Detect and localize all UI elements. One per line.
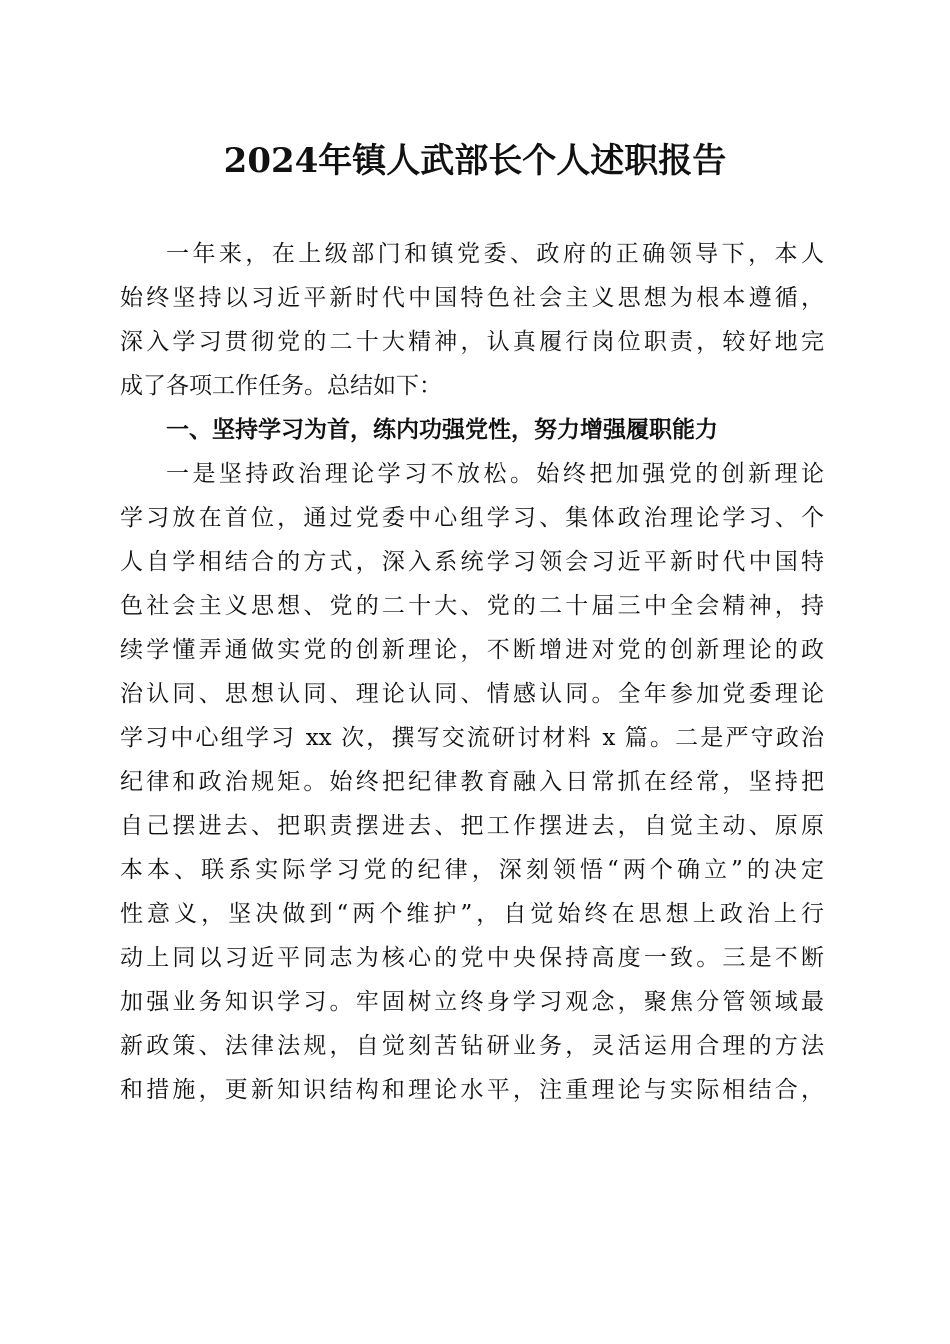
text-line: 深入学习贯彻党的二十大精神，认真履行岗位职责，较好地完 [120,329,824,355]
section-heading [120,408,824,452]
text-line: 一年来，在上级部门和镇党委、政府的正确领导下，本人 [166,241,824,267]
text-line: 成了各项工作任务。总结如下： [120,373,442,399]
text-line: 始终坚持以习近平新时代中国特色社会主义思想为根本遵循， [120,285,824,311]
text-line: 和措施，更新知识结构和理论水平，注重理论与实际相结合， [120,1077,824,1103]
section-heading-text: 一、坚持学习为首，练内功强党性，努力增强履职能力 [166,416,718,443]
text-line: 纪律和政治规矩。始终把纪律教育融入日常抓在经常，坚持把 [120,769,824,795]
text-line: 续学懂弄通做实党的创新理论，不断增进对党的创新理论的政 [120,637,824,663]
text-line: 加强业务知识学习。牢固树立终身学习观念，聚焦分管领域最 [120,989,824,1015]
text-line: 人自学相结合的方式，深入系统学习领会习近平新时代中国特 [120,549,824,575]
text-line: 性意义，坚决做到“两个维护”，自觉始终在思想上政治上行 [120,901,824,927]
text-line: 动上同以习近平同志为核心的党中央保持高度一致。三是不断 [120,945,824,971]
text-line: 本本、联系实际学习党的纪律，深刻领悟“两个确立”的决定 [120,857,824,883]
document-body [120,232,824,1112]
text-line: 治认同、思想认同、理论认同、情感认同。全年参加党委理论 [120,681,824,707]
document-title: 2024年镇人武部长个人述职报告 [223,141,727,181]
text-line: 学习中心组学习 xx 次，撰写交流研讨材料 x 篇。二是严守政治 [120,725,824,751]
text-line: 学习放在首位，通过党委中心组学习、集体政治理论学习、个 [120,505,824,531]
body-paragraph [120,452,824,1112]
text-line: 一是坚持政治理论学习不放松。始终把加强党的创新理论 [166,461,824,487]
text-line: 色社会主义思想、党的二十大、党的二十届三中全会精神，持 [120,593,824,619]
intro-paragraph [120,232,824,408]
text-line: 自己摆进去、把职责摆进去、把工作摆进去，自觉主动、原原 [120,813,824,839]
text-line: 新政策、法律法规，自觉刻苦钻研业务，灵活运用合理的方法 [120,1033,824,1059]
